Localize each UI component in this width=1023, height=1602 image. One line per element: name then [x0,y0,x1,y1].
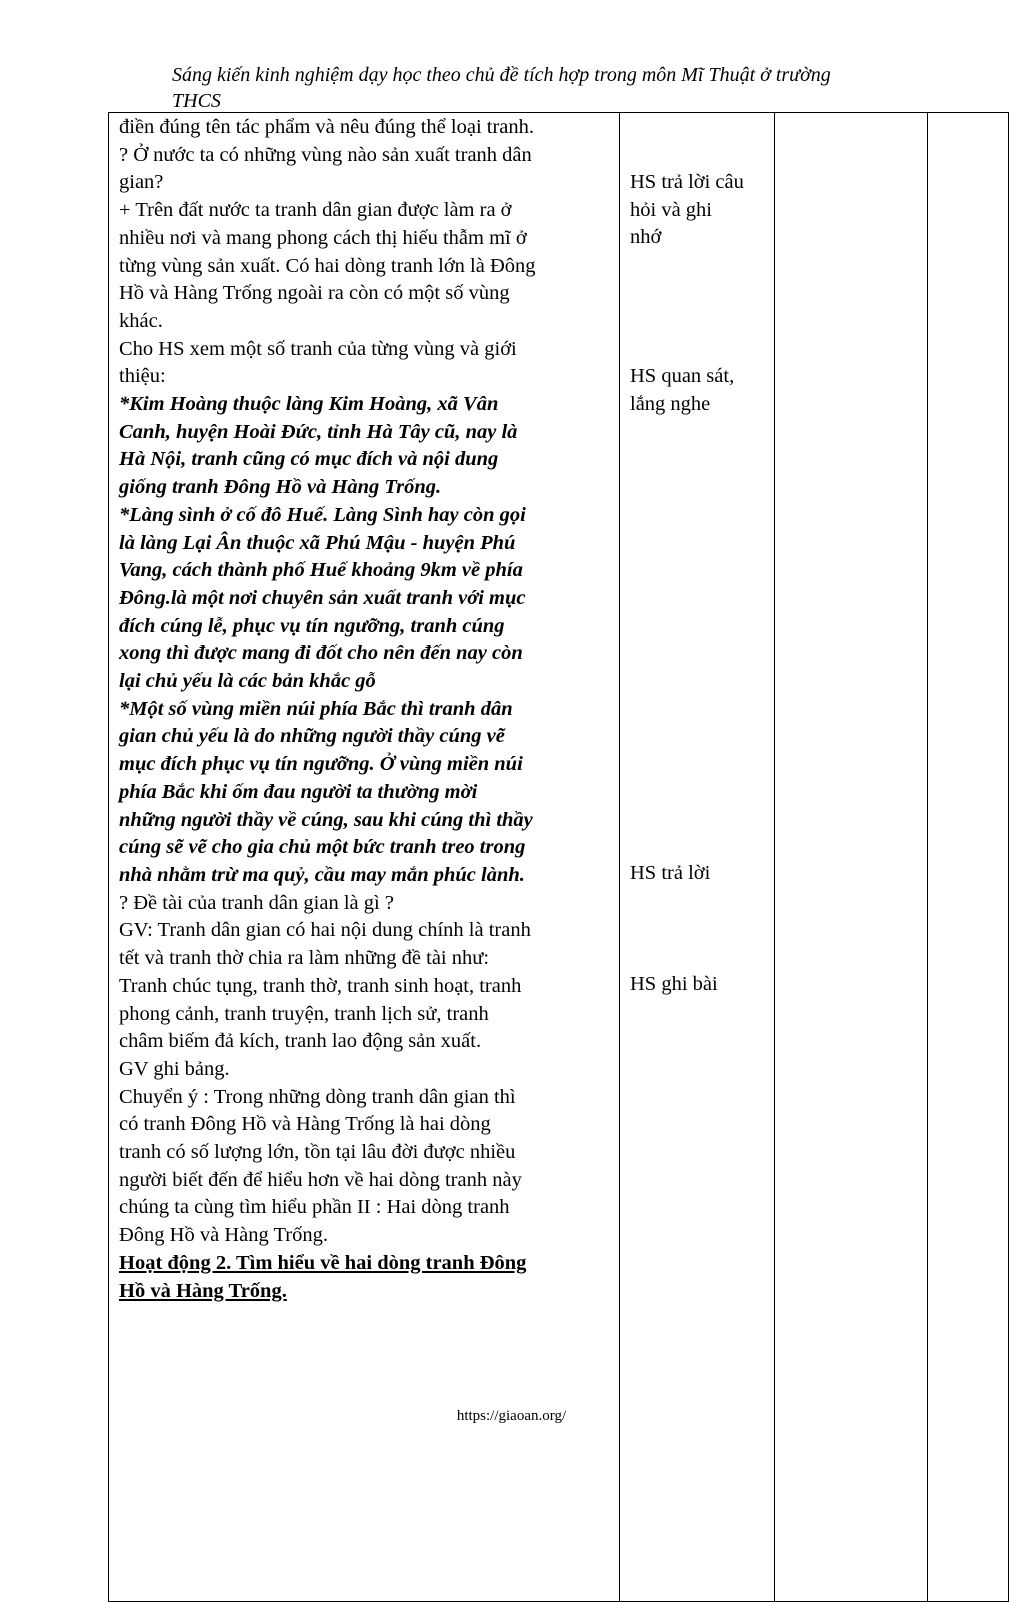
emphasis-line: đích cúng lễ, phục vụ tín ngưỡng, tranh cúng [119,614,505,637]
content-line: chúng ta cùng tìm hiểu phần II : Hai dòng tranh [119,1196,510,1219]
student-note-line: HS trả lời câu [630,171,744,193]
table-row [109,113,1009,1602]
emphasis-line: *Kim Hoàng thuộc làng Kim Hoàng, xã Vân [119,393,499,416]
activity-heading: Hoạt động 2. Tìm hiểu về hai dòng tranh Đông [119,1251,527,1274]
content-line: + Trên đất nước ta tranh dân gian được làm ra ở [119,199,512,222]
content-line: phong cảnh, tranh truyện, tranh lịch sử, tranh [119,1002,489,1025]
content-line: gian? [119,171,164,194]
emphasis-line: Vang, cách thành phố Huế khoảng 9km về phía [119,559,523,582]
activity-heading: Hồ và Hàng Trống. [119,1279,287,1302]
student-note [630,169,744,252]
emphasis-line: Đông.là một nơi chuyên sản xuất tranh với mục [119,586,526,609]
student-note [630,363,734,418]
emphasis-line: *Một số vùng miền núi phía Bắc thì tranh dân [119,697,513,720]
document-header [172,62,932,114]
emphasis-line: gian chủ yếu là do những người thầy cúng vẽ [119,725,505,748]
emphasis-line: xong thì được mang đi đốt cho nên đến nay còn [119,642,523,665]
emphasis-line: Hà Nội, tranh cũng có mục đích và nội dung [119,448,499,471]
student-note [630,971,718,999]
content-line: nhiều nơi và mang phong cách thị hiếu thẫm mĩ ở [119,226,527,249]
empty-cell [928,113,1009,1602]
content-line: Hồ và Hàng Trống ngoài ra còn có một số vùng [119,282,510,305]
student-note-line: lắng nghe [630,392,711,415]
header-line-2: THCS [172,90,221,112]
content-line: tết và tranh thờ chia ra làm những đề tài như: [119,947,490,970]
content-line: GV: Tranh dân gian có hai nội dung chính là tranh [119,919,531,942]
student-note-line: HS quan sát, [630,365,735,387]
emphasis-line: nhà nhằm trừ ma quỷ, cầu may mắn phúc lành. [119,863,525,886]
emphasis-line: lại chủ yếu là các bản khắc gỗ [119,670,376,693]
content-line: thiệu: [119,365,166,388]
footer-url: https://giaoan.org/ [456,1408,567,1424]
emphasis-line: mục đích phục vụ tín ngưỡng. Ở vùng miền núi [119,753,523,776]
emphasis-line: *Làng sình ở cố đô Huế. Làng Sình hay còn gọi [119,503,526,526]
emphasis-line: giống tranh Đông Hồ và Hàng Trống. [119,476,442,499]
student-note [630,860,710,888]
header-line-1: Sáng kiến kinh nghiệm dạy học theo chủ đề tích hợp trong môn Mĩ Thuật ở trường [172,64,831,86]
content-line: khác. [119,309,163,332]
content-line: Tranh chúc tụng, tranh thờ, tranh sinh hoạt, tranh [119,974,522,997]
content-line: Cho HS xem một số tranh của từng vùng và giới [119,337,517,360]
emphasis-line: cúng sẽ vẽ cho gia chủ một bức tranh treo trong [119,836,526,859]
lesson-table [108,112,1009,1602]
emphasis-line: những người thầy về cúng, sau khi cúng thì thầy [119,808,533,831]
content-line: điền đúng tên tác phẩm và nêu đúng thể loại tranh. [119,116,535,138]
student-note-line: HS trả lời [630,862,711,884]
content-line: tranh có số lượng lớn, tồn tại lâu đời được nhiều [119,1141,516,1164]
teacher-activity-cell [109,113,620,1602]
emphasis-line: Canh, huyện Hoài Đức, tỉnh Hà Tây cũ, nay là [119,420,518,443]
student-activity-cell [620,113,775,1602]
emphasis-line: là làng Lại Ân thuộc xã Phú Mậu - huyện Phú [119,531,516,554]
question-line: ? Ở nước ta có những vùng nào sản xuất tranh dân [119,143,532,166]
content-line: Chuyển ý : Trong những dòng tranh dân gian thì [119,1085,516,1108]
student-note-line: HS ghi bài [630,973,718,995]
content-line: có tranh Đông Hồ và Hàng Trống là hai dòng [119,1113,491,1136]
content-line: châm biếm đả kích, tranh lao động sản xuất. [119,1030,482,1053]
content-line: GV ghi bảng. [119,1057,230,1080]
student-note-line: hỏi và ghi [630,198,712,221]
student-note-line: nhớ [630,226,662,249]
emphasis-line: phía Bắc khi ốm đau người ta thường mời [119,780,478,803]
content-line: từng vùng sản xuất. Có hai dòng tranh lớn là Đông [119,254,536,277]
question-line: ? Đề tài của tranh dân gian là gì ? [119,891,394,914]
content-line: Đông Hồ và Hàng Trống. [119,1224,328,1247]
content-line: người biết đến để hiểu hơn về hai dòng tranh này [119,1168,522,1191]
empty-cell [775,113,928,1602]
